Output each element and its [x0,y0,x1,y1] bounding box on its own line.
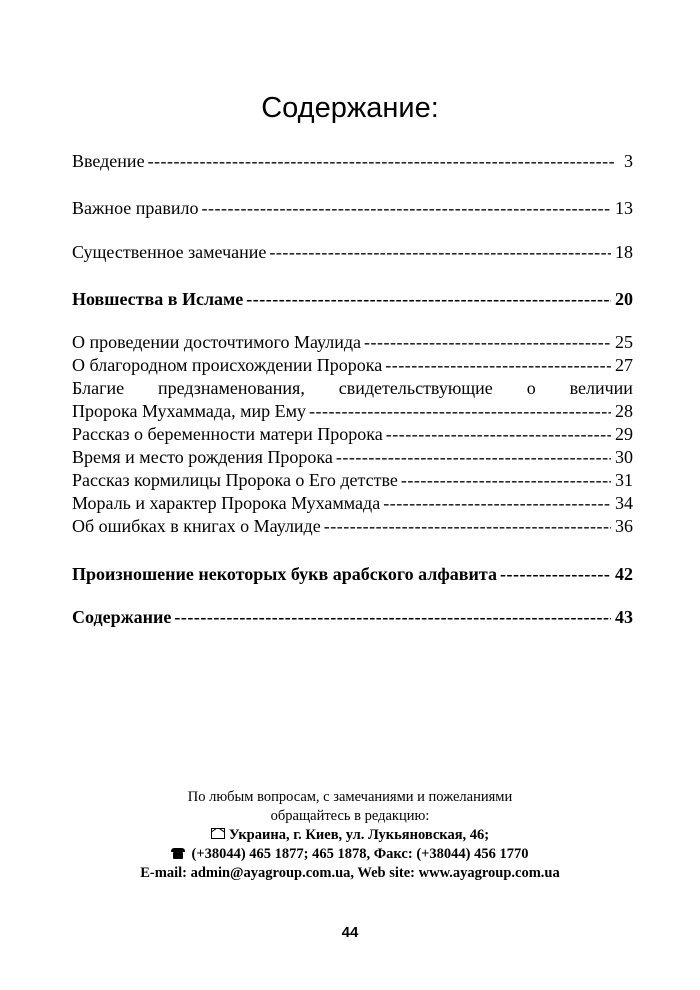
telephone-icon [171,848,185,859]
toc-entry-label: Существенное замечание [72,242,267,262]
footer-contact [0,788,700,883]
toc-entry-page: 31 [615,470,633,490]
toc-entry-page: 13 [615,198,633,218]
footer-phones [0,845,700,864]
toc-entry-page: 36 [615,516,633,536]
dot-leader [269,241,611,263]
footer-address [0,826,700,845]
toc-entry-important-rule[interactable] [72,197,633,219]
toc-entry-label: Произношение некоторых букв арабского алфавита [72,564,497,584]
toc-entry-page: 42 [615,564,633,584]
dot-leader [246,288,611,310]
dot-leader [364,331,611,353]
toc-entry-label: Об ошибках в книгах о Маулиде [72,516,321,536]
toc-entry-label: Рассказ о беременности матери Пророка [72,424,383,444]
toc-entry-label: Введение [72,151,145,171]
envelope-icon [211,828,225,839]
dot-leader [336,446,611,468]
toc-entry-label: Рассказ кормилицы Пророка о Его детстве [72,470,398,490]
toc-word: величии [569,378,633,398]
toc-entry-character[interactable] [72,492,633,514]
toc-entry-errors[interactable] [72,515,633,537]
toc-entry-page: 25 [615,332,633,352]
toc-entry-label: Мораль и характер Пророка Мухаммада [72,493,381,513]
toc-entry-page: 30 [615,447,633,467]
page-title: Содержание: [261,92,439,124]
toc-entry-good-omens-line2[interactable] [72,400,633,422]
dot-leader [202,197,611,219]
toc-entry-page: 18 [615,242,633,262]
toc-entry-wet-nurse[interactable] [72,469,633,491]
dot-leader [500,563,611,585]
toc-entry-essential-note[interactable] [72,241,633,263]
toc-entry-good-omens-line1[interactable] [72,377,633,399]
footer-line-editorial: обращайтесь в редакцию: [270,808,430,824]
toc-word: Благие [72,378,125,398]
toc-entry-label: О благородном происхождении Пророка [72,355,383,375]
toc-entry-label: Пророка Мухаммада, мир Ему [72,401,306,421]
toc-entry-label: Важное правило [72,198,199,218]
toc-entry-label: Содержание [72,607,172,627]
toc-entry-noble-origin[interactable] [72,354,633,376]
toc-entry-label: О проведении досточтимого Маулида [72,332,362,352]
footer-line-questions: По любым вопросам, с замечаниями и пожеланиями [187,789,513,805]
toc-entry-label: Время и место рождения Пророка [72,447,333,467]
toc-word: свидетельствующие [338,378,493,398]
page-number: 44 [341,924,359,941]
toc-word: предзнаменования, [158,378,305,398]
toc-entry-contents[interactable] [72,606,633,628]
toc-entry-page: 3 [624,151,633,171]
dot-leader [401,469,611,491]
toc-entry-pronunciation[interactable] [72,563,633,585]
toc-entry-page: 28 [615,401,633,421]
toc-entry-page: 43 [615,607,633,627]
toc-entry-page: 34 [615,493,633,513]
toc-entry-page: 20 [615,289,633,309]
toc-entry-label: Новшества в Исламе [72,289,244,309]
dot-leader [148,150,615,172]
footer-address-text: Украина, г. Киев, ул. Лукьяновская, 46; [228,827,490,843]
dot-leader [385,354,611,376]
toc-entry-page: 29 [615,424,633,444]
dot-leader [324,515,611,537]
dot-leader [383,492,611,514]
toc-entry-mawlid[interactable] [72,331,633,353]
dot-leader [386,423,611,445]
toc-entry-pregnancy[interactable] [72,423,633,445]
toc-word: о [526,378,536,398]
footer-phones-text: (+38044) 465 1877; 465 1878, Факс: (+38044) 456 1770 [191,846,529,862]
dot-leader [309,400,611,422]
toc-entry-innovations[interactable] [72,288,633,310]
dot-leader [174,606,611,628]
toc-entry-introduction[interactable] [72,150,633,172]
toc-entry-page: 27 [615,355,633,375]
toc-entry-birth-time-place[interactable] [72,446,633,468]
footer-email-website[interactable]: E-mail: admin@ayagroup.com.ua, Web site: www.ayagroup.com.ua [140,865,560,881]
